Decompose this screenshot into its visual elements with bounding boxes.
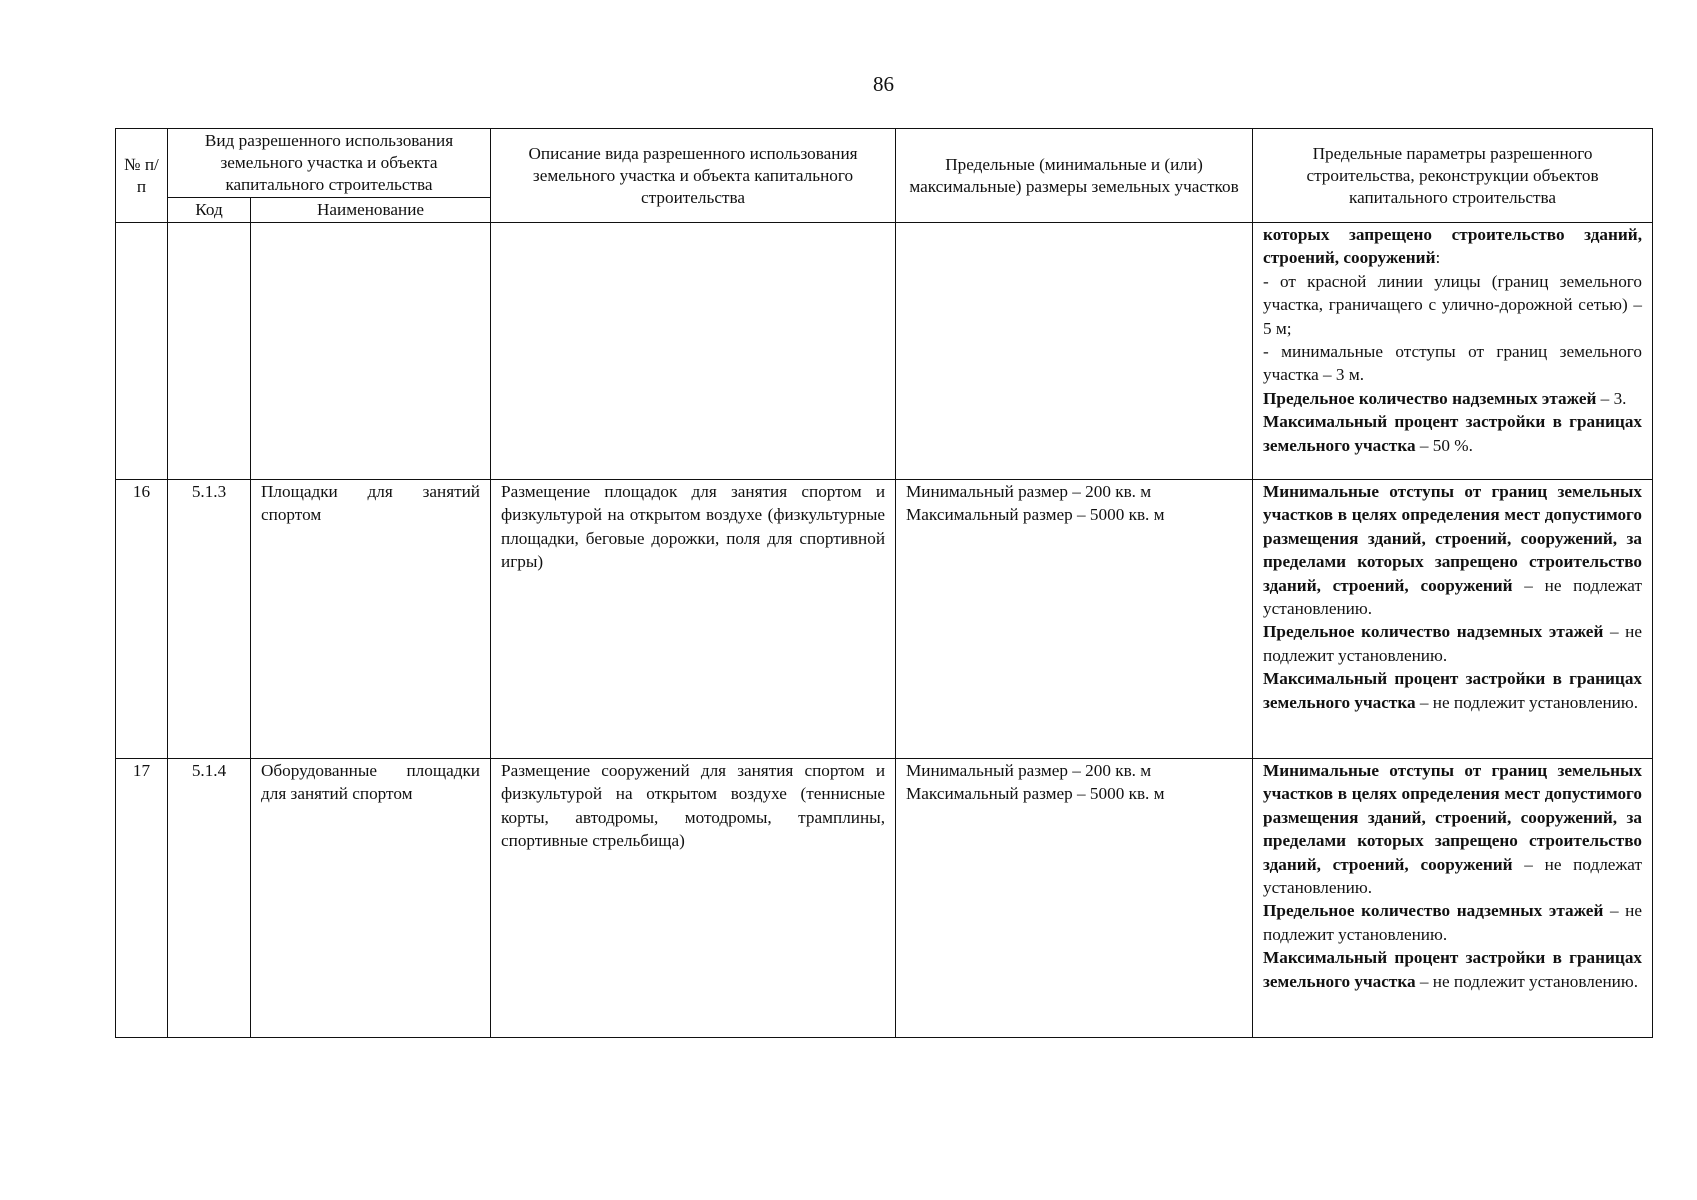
param-line: Максимальный процент застройки в границах земельного участка – не подлежит установлению.: [1263, 948, 1643, 991]
cell-sizes: [896, 759, 1253, 1038]
cell-params: [1253, 223, 1653, 480]
cell-description: [491, 223, 896, 480]
header-row: [116, 129, 1653, 198]
cell-name: Площадки для занятий спортом: [251, 480, 491, 759]
header-name: Наименование: [251, 198, 491, 223]
size-min: Минимальный размер – 200 кв. м: [906, 761, 1152, 780]
cell-description: Размещение сооружений для занятия спортом и физкультурой на открытом воздухе (теннисные корты, автодромы, мотодромы, трамплины, спортивные стрельбища): [491, 759, 896, 1038]
cell-sizes: [896, 480, 1253, 759]
param-line: - минимальные отступы от границ земельного участка – 3 м.: [1263, 342, 1643, 385]
cell-name: Оборудованные площадки для занятий спортом: [251, 759, 491, 1038]
param-line: Минимальные отступы от границ земельных участков в целях определения мест допустимого размещения зданий, строений, сооружений, за пределами которых запрещено строительство зданий, строений, сооружений – не подлежат установлению.: [1263, 761, 1643, 898]
header-num: № п/п: [116, 129, 168, 223]
table-row: [116, 759, 1653, 1038]
size-min: Минимальный размер – 200 кв. м: [906, 482, 1152, 501]
cell-code: [168, 223, 251, 480]
param-line: Предельное количество надземных этажей – 3.: [1263, 388, 1627, 408]
cell-code: 5.1.3: [168, 480, 251, 759]
param-line: Максимальный процент застройки в границах земельного участка – 50 %.: [1263, 412, 1643, 455]
cell-name: [251, 223, 491, 480]
header-params: Предельные параметры разрешенного строительства, реконструкции объектов капитального строительства: [1253, 129, 1653, 223]
cell-num: 17: [116, 759, 168, 1038]
cell-sizes: [896, 223, 1253, 480]
param-line: Предельное количество надземных этажей – не подлежит установлению.: [1263, 901, 1643, 944]
header-sizes: Предельные (минимальные и (или) максимальные) размеры земельных участков: [896, 129, 1253, 223]
table-row: [116, 480, 1653, 759]
header-code: Код: [168, 198, 251, 223]
cell-num: [116, 223, 168, 480]
param-line: которых запрещено строительство зданий, строений, сооружений:: [1263, 225, 1643, 268]
size-max: Максимальный размер – 5000 кв. м: [906, 784, 1165, 804]
param-line: Минимальные отступы от границ земельных участков в целях определения мест допустимого размещения зданий, строений, сооружений, за пределами которых запрещено строительство зданий, строений, сооружений – не подлежат установлению.: [1263, 482, 1643, 619]
size-max: Максимальный размер – 5000 кв. м: [906, 505, 1165, 525]
param-line: - от красной линии улицы (границ земельного участка, граничащего с улично-дорожной сетью) – 5 м;: [1263, 271, 1643, 338]
param-line: Максимальный процент застройки в границах земельного участка – не подлежит установлению.: [1263, 669, 1643, 712]
cell-params: [1253, 480, 1653, 759]
cell-num: 16: [116, 480, 168, 759]
cell-params: [1253, 759, 1653, 1038]
page-number: 86: [873, 72, 894, 96]
header-description: Описание вида разрешенного использования земельного участка и объекта капитального строительства: [491, 129, 896, 223]
param-line: Предельное количество надземных этажей – не подлежит установлению.: [1263, 622, 1643, 665]
cell-description: Размещение площадок для занятия спортом и физкультурой на открытом воздухе (физкультурные площадки, беговые дорожки, поля для спортивной игры): [491, 480, 896, 759]
cell-code: 5.1.4: [168, 759, 251, 1038]
table-row-continuation: [116, 223, 1653, 480]
header-type-group: Вид разрешенного использования земельного участка и объекта капитального строительства: [168, 129, 491, 198]
regulations-table: [115, 128, 1653, 1038]
